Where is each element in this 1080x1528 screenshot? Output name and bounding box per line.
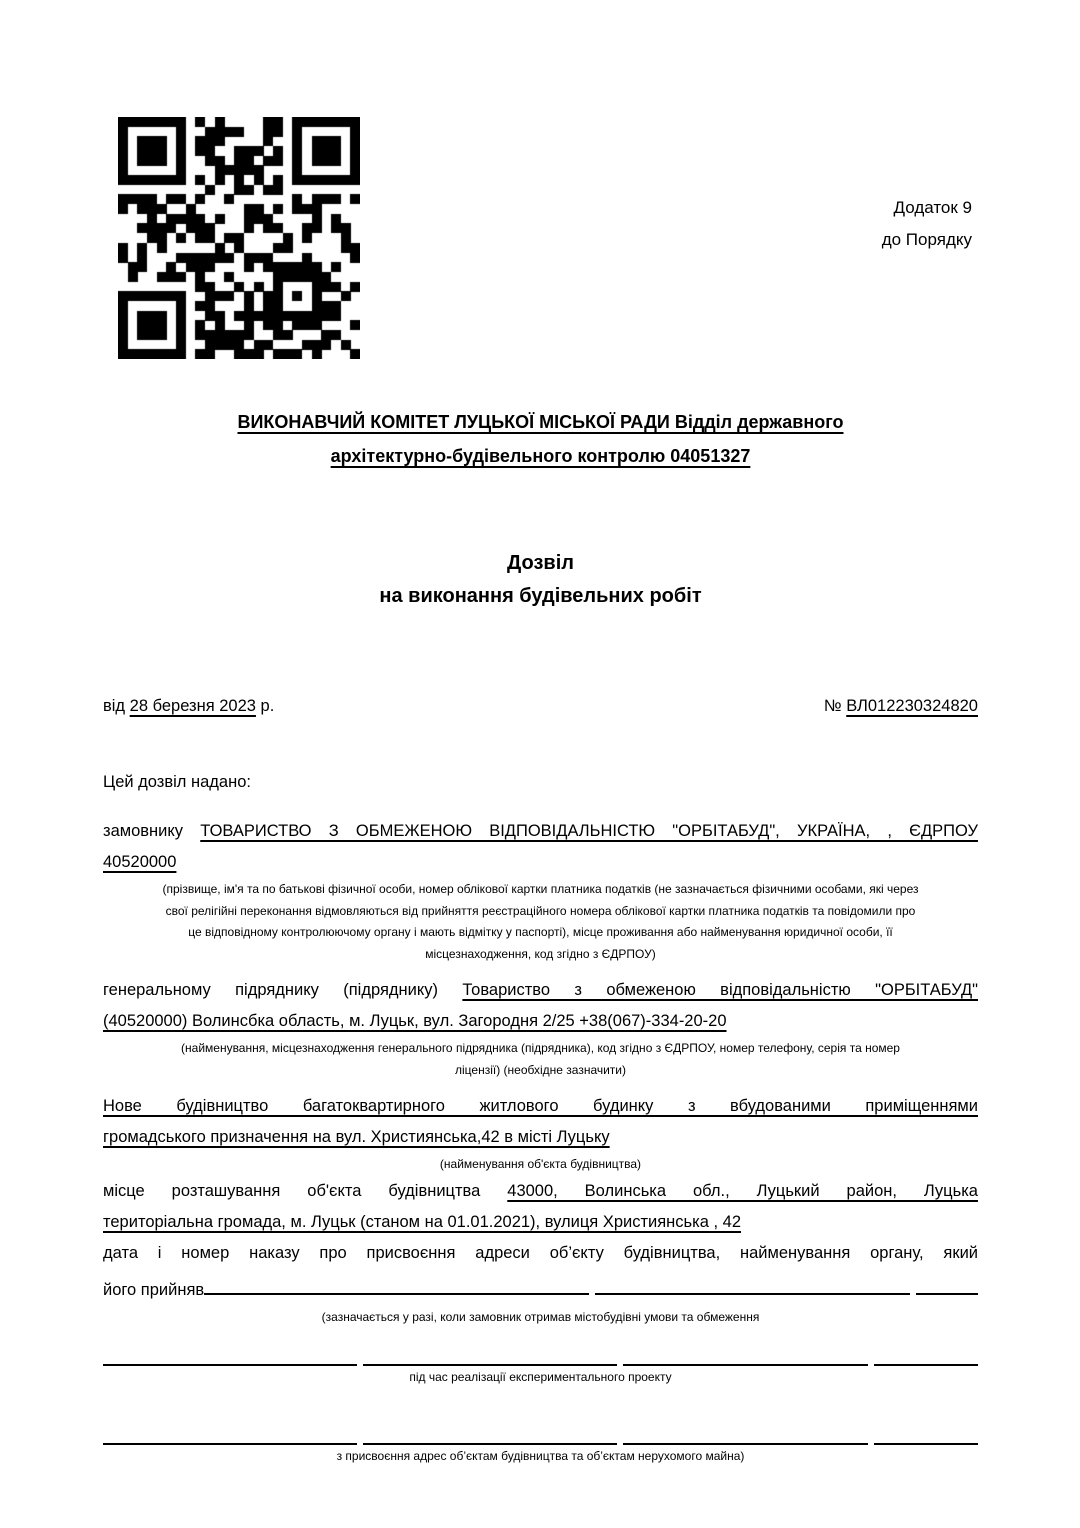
- blank-field-segment: [204, 1269, 589, 1295]
- order-label: його прийняв: [103, 1280, 205, 1299]
- order-line-2: [103, 1269, 978, 1306]
- qr-code-image: [118, 117, 360, 359]
- customer-line-1: [103, 816, 978, 847]
- construction-name-line-1: Нове будівництво багатоквартирного житлового будинку з вбудованими приміщеннями: [103, 1097, 978, 1115]
- granted-line: Цей дозвіл надано:: [103, 773, 251, 791]
- blank-line-2: [103, 1429, 978, 1445]
- issue-date: від 28 березня 2023 р.: [103, 697, 275, 715]
- blank-field-segment: [623, 1429, 868, 1445]
- document-content: [0, 405, 1080, 1467]
- contractor-label: генеральному підряднику (підряднику): [103, 981, 463, 999]
- annex-line-1: Додаток 9: [893, 198, 972, 217]
- org-header-line-2: архітектурно-будівельного контролю 04051327: [330, 446, 751, 466]
- contractor-note: (найменування, місцезнаходження генерального підрядника (підрядника), код згідно з ЄДРПОУ, номер телефону, серія та номер ліцензії) (необхідне зазначити): [181, 1041, 900, 1077]
- order-note: (зазначається у разі, коли замовник отримав містобудівні умови та обмеження: [321, 1309, 760, 1324]
- construction-section: [103, 1091, 978, 1176]
- order-section: [103, 1238, 978, 1329]
- location-label: місце розташування об'єкта будівництва: [103, 1181, 508, 1200]
- document-title-line-1: Дозвіл: [507, 552, 574, 574]
- org-header-line-1: ВИКОНАВЧИЙ КОМІТЕТ ЛУЦЬКОЇ МІСЬКОЇ РАДИ Відділ державного: [237, 412, 844, 432]
- location-value: 43000, Волинська обл., Луцький район, Луцька: [507, 1181, 978, 1200]
- blank-field-segment: [363, 1350, 617, 1366]
- blank-field-segment: [874, 1350, 979, 1366]
- blank-field-segment: [103, 1350, 357, 1366]
- contractor-value: Товариство з обмеженою відповідальністю "ОРБІТАБУД": [462, 981, 978, 999]
- contractor-line-1: [103, 975, 978, 1006]
- location-line-2: територіальна громада, м. Луцьк (станом на 01.01.2021), вулиця Християнська , 42: [103, 1212, 742, 1231]
- construction-note: (найменування об'єкта будівництва): [439, 1157, 642, 1171]
- date-number-row: [103, 691, 978, 722]
- issue-date-value: 28 березня 2023: [129, 697, 256, 715]
- document-title-line-2: на виконання будівельних робіт: [379, 585, 702, 607]
- permit-number: № ВЛ012230324820: [823, 697, 978, 715]
- document-title: [103, 547, 978, 613]
- customer-label: замовнику: [103, 822, 201, 840]
- customer-line-2: 40520000: [103, 853, 177, 871]
- annex-line-2: до Порядку: [881, 230, 972, 249]
- blank-field-segment: [103, 1429, 357, 1445]
- annex-note: [882, 192, 972, 256]
- blank-field-segment: [916, 1269, 978, 1295]
- location-line-1: [103, 1176, 978, 1207]
- blank-line-1: [103, 1350, 978, 1366]
- address-note: з присвоєння адрес об’єктам будівництва та об’єктам нерухомого майна): [336, 1448, 745, 1463]
- permit-number-value: ВЛ012230324820: [846, 697, 978, 715]
- blank-field-segment: [595, 1269, 910, 1295]
- location-section: [103, 1176, 978, 1238]
- customer-section: [103, 816, 978, 965]
- qr-code: [118, 117, 360, 359]
- blank-field-segment: [623, 1350, 868, 1366]
- org-header: [103, 405, 978, 473]
- blank-field-segment: [363, 1429, 617, 1445]
- contractor-line-2: (40520000) Волинсбка область, м. Луцьк, вул. Загородня 2/25 +38(067)-334-20-20: [103, 1012, 727, 1030]
- customer-note: (прізвище, ім'я та по батькові фізичної особи, номер облікової картки платника податків (не зазначається фізичними особами, які через свої релігійні переконання відмовляються від прийняття реєстраційного номера облікової картки платника податків та повідомили про це відповідному контролюючому органу і мають відмітку у паспорті), місце проживання або найменування юридичної особи, її місцезнаходження, код згідно з ЄДРПОУ): [162, 882, 919, 961]
- construction-name-line-2: громадського призначення на вул. Християнська,42 в місті Луцьку: [103, 1128, 610, 1146]
- order-line-1: дата і номер наказу про присвоєння адреси об’єкту будівництва, найменування органу, який: [103, 1243, 978, 1262]
- contractor-section: [103, 975, 978, 1081]
- experimental-note: під час реалізації експериментального проекту: [409, 1370, 672, 1384]
- customer-value: ТОВАРИСТВО З ОБМЕЖЕНОЮ ВІДПОВІДАЛЬНІСТЮ "ОРБІТАБУД", УКРАЇНА, , ЄДРПОУ: [200, 822, 978, 840]
- blank-field-segment: [874, 1429, 979, 1445]
